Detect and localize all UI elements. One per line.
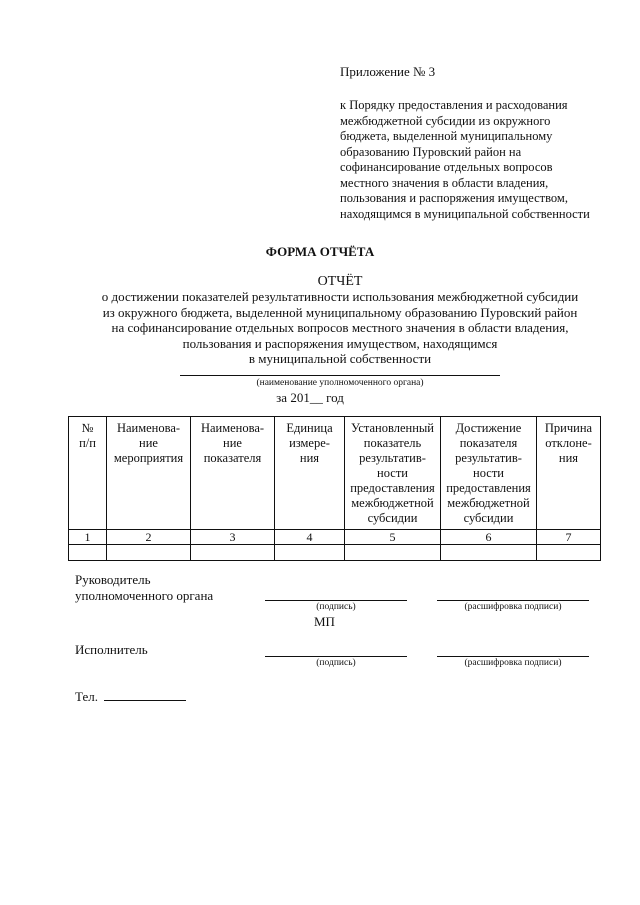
column-number: 1 bbox=[69, 530, 107, 545]
table-row bbox=[69, 545, 601, 561]
header-cell: № п/п bbox=[69, 417, 107, 530]
report-table bbox=[68, 416, 601, 561]
header-cell: Единица измере- ния bbox=[275, 417, 345, 530]
appendix-text: к Порядку предоставления и расходования межбюджетной субсидии из окружного бюджета, выделенной муниципальному образованию Пуровский район на софинансирование отдельных вопросов местного значения в области владения, пользования и распоряжения имуществом, находящимся в муниципальной собственности bbox=[340, 98, 590, 221]
form-title: ФОРМА ОТЧЁТА bbox=[265, 244, 375, 259]
table-cell[interactable] bbox=[69, 545, 107, 561]
report-title: ОТЧЁТ bbox=[317, 274, 363, 289]
column-number: 5 bbox=[345, 530, 441, 545]
executor-signature-caption: (подпись) bbox=[316, 658, 356, 668]
head-signature-caption: (подпись) bbox=[316, 602, 356, 612]
column-number: 2 bbox=[107, 530, 191, 545]
org-name-line[interactable] bbox=[180, 375, 500, 376]
column-number: 4 bbox=[275, 530, 345, 545]
head-label: Руководитель уполномоченного органа bbox=[75, 572, 214, 603]
column-numbers-row bbox=[69, 530, 601, 545]
phone-label: Тел. bbox=[75, 689, 98, 704]
table-cell[interactable] bbox=[107, 545, 191, 561]
table-cell[interactable] bbox=[275, 545, 345, 561]
header-cell: Причина отклоне- ния bbox=[537, 417, 601, 530]
report-period: за 201__ год bbox=[276, 390, 344, 405]
executor-signature-line[interactable] bbox=[265, 656, 407, 657]
column-number: 3 bbox=[191, 530, 275, 545]
executor-decode-line[interactable] bbox=[437, 656, 589, 657]
table-cell[interactable] bbox=[345, 545, 441, 561]
table-cell[interactable] bbox=[441, 545, 537, 561]
header-cell: Наименова- ние мероприятия bbox=[107, 417, 191, 530]
table-header-row bbox=[69, 417, 601, 530]
stamp-place: МП bbox=[314, 614, 335, 629]
table-cell[interactable] bbox=[191, 545, 275, 561]
org-caption: (наименование уполномоченного органа) bbox=[256, 378, 424, 388]
header-cell: Достижение показателя результатив- ности предоставления межбюджетной субсидии bbox=[441, 417, 537, 530]
report-subtitle: о достижении показателей результативности использования межбюджетной субсидии из окружного бюджета, выделенной муниципальному образованию Пуровский район на софинансирование отдельных вопросов местного значения в области владения, пользования и распоряжения имуществом, находящимся в муниципальной собственности bbox=[101, 289, 579, 366]
column-number: 7 bbox=[537, 530, 601, 545]
phone-line[interactable] bbox=[104, 700, 186, 701]
head-decode-caption: (расшифровка подписи) bbox=[464, 602, 562, 612]
header-cell: Наименова- ние показателя bbox=[191, 417, 275, 530]
appendix-title: Приложение № 3 bbox=[340, 64, 436, 79]
table-cell[interactable] bbox=[537, 545, 601, 561]
executor-decode-caption: (расшифровка подписи) bbox=[464, 658, 562, 668]
head-signature-line[interactable] bbox=[265, 600, 407, 601]
head-decode-line[interactable] bbox=[437, 600, 589, 601]
column-number: 6 bbox=[441, 530, 537, 545]
executor-label: Исполнитель bbox=[75, 642, 148, 657]
header-cell: Установленный показатель результатив- ности предоставления межбюджетной субсидии bbox=[345, 417, 441, 530]
